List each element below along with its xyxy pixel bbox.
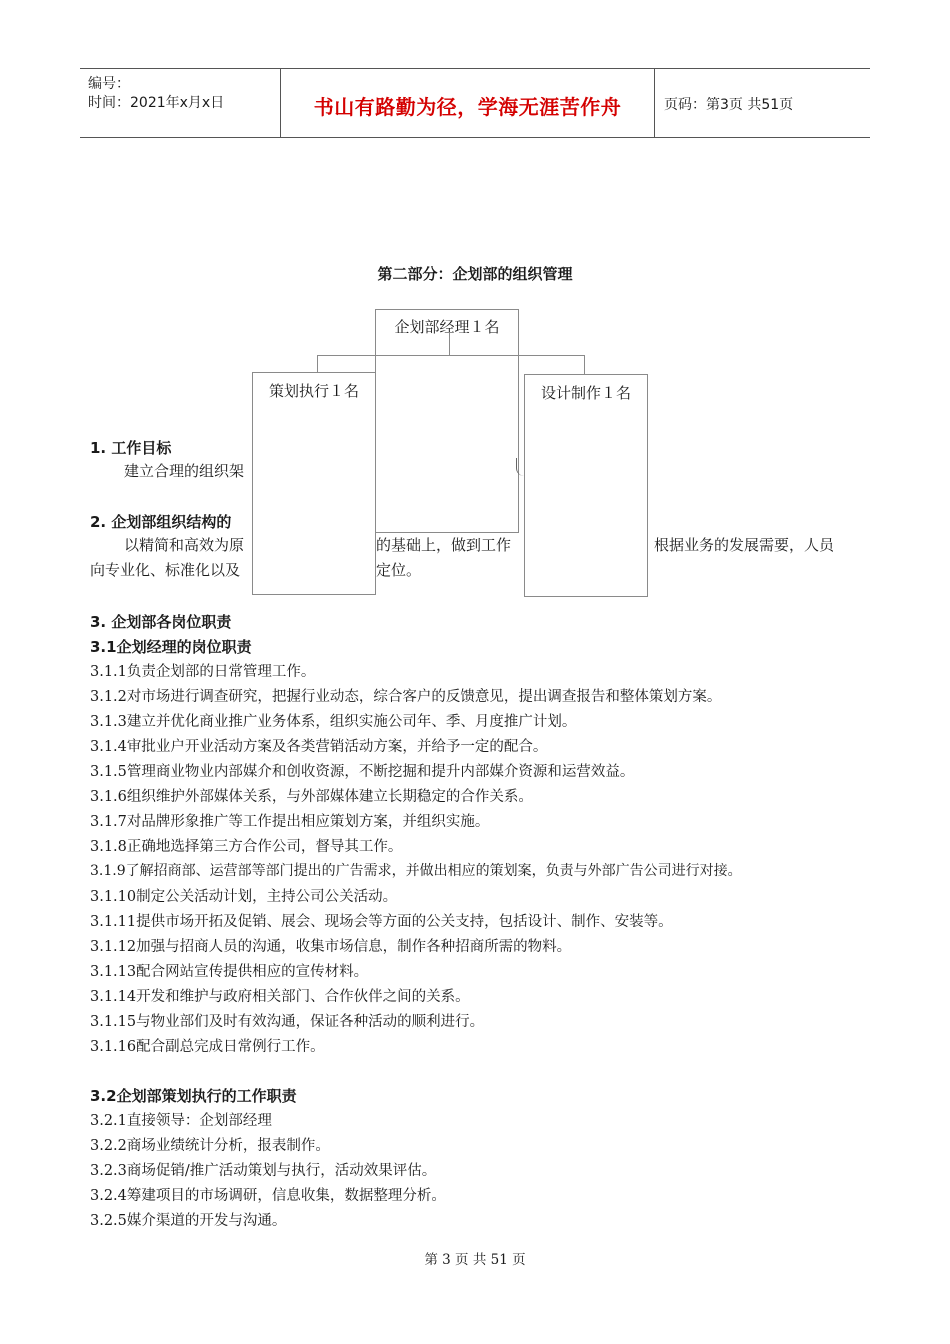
heading-1: 1. 工作目标: [90, 439, 172, 457]
connector-arc: [516, 458, 525, 476]
duty-item: 3.1.13配合网站宣传提供相应的宣传材料。: [90, 964, 369, 980]
duty-item: 3.1.15与物业部们及时有效沟通，保证各种活动的顺利进行。: [90, 1014, 485, 1030]
header-page-cell: [654, 69, 870, 137]
header-meta-cell: [80, 69, 280, 137]
duty-item: 3.2.1直接领导：企划部经理: [90, 1113, 272, 1129]
heading-3-2: 3.2企划部策划执行的工作职责: [90, 1087, 297, 1105]
section-2-text-c: 根据业务的发展需要，人员: [654, 536, 835, 554]
section-2-text-a: 以精简和高效为原: [124, 536, 245, 554]
heading-3-1: 3.1企划经理的岗位职责: [90, 638, 252, 656]
duty-item: 3.1.6组织维护外部媒体关系，与外部媒体建立长期稳定的合作关系。: [90, 789, 533, 805]
section-2-line2-b: 定位。: [376, 561, 422, 579]
duty-item: 3.1.10制定公关活动计划，主持公司公关活动。: [90, 889, 398, 905]
org-connector: [449, 333, 450, 355]
org-box-planner: [252, 372, 376, 595]
page-info: 页码：第3页 共51页: [664, 97, 794, 113]
duty-item: 3.1.2对市场进行调查研究，把握行业动态，综合客户的反馈意见，提出调查报告和整体策划方案。: [90, 689, 722, 705]
section-2-line2-a: 向专业化、标准化以及: [90, 561, 241, 579]
duty-item: 3.2.5媒介渠道的开发与沟通。: [90, 1213, 287, 1229]
header-motto-cell: [280, 69, 655, 137]
number-label: 编号：: [88, 76, 130, 92]
duty-item: 3.1.14开发和维护与政府相关部门、合作伙伴之间的关系。: [90, 989, 470, 1005]
motto: 书山有路勤为径，学海无涯苦作舟: [313, 95, 622, 119]
org-box-designer: [524, 374, 648, 597]
duty-item: 3.2.2商场业绩统计分析，报表制作。: [90, 1138, 330, 1154]
duty-item: 3.1.1负责企划部的日常管理工作。: [90, 664, 316, 680]
duty-item: 3.2.4筹建项目的市场调研，信息收集，数据整理分析。: [90, 1188, 446, 1204]
document-header: [80, 68, 870, 138]
duty-item: 3.2.3商场促销/推广活动策划与执行，活动效果评估。: [90, 1163, 437, 1179]
heading-3: 3. 企划部各岗位职责: [90, 613, 232, 631]
page-footer: 第 3 页 共 51 页: [424, 1252, 526, 1268]
section-title: 第二部分：企划部的组织管理: [377, 265, 573, 283]
duty-item: 3.1.9了解招商部、运营部等部门提出的广告需求，并做出相应的策划案，负责与外部广告公司进行对接。: [90, 863, 742, 879]
section-1-text: 建立合理的组织架: [124, 462, 245, 480]
duty-item: 3.1.7对品牌形象推广等工作提出相应策划方案，并组织实施。: [90, 814, 490, 830]
time-label: 时间：2021年x月x日: [88, 95, 225, 111]
duty-item: 3.1.12加强与招商人员的沟通，收集市场信息，制作各种招商所需的物料。: [90, 939, 572, 955]
org-connector: [317, 355, 584, 356]
heading-2: 2. 企划部组织结构的: [90, 513, 232, 531]
duty-item: 3.1.3建立并优化商业推广业务体系，组织实施公司年、季、月度推广计划。: [90, 714, 577, 730]
duty-item: 3.1.5管理商业物业内部媒介和创收资源，不断挖掘和提升内部媒介资源和运营效益。: [90, 764, 635, 780]
org-label-planner: 策划执行１名: [268, 382, 359, 400]
org-connector: [584, 355, 585, 374]
duty-item: 3.1.16配合副总完成日常例行工作。: [90, 1039, 325, 1055]
org-label-designer: 设计制作１名: [540, 384, 631, 402]
duty-item: 3.1.11提供市场开拓及促销、展会、现场会等方面的公关支持，包括设计、制作、安装等。: [90, 914, 673, 930]
org-box-manager: [375, 309, 519, 533]
org-connector: [317, 355, 318, 372]
section-2-text-b: 的基础上，做到工作: [376, 536, 512, 554]
duty-item: 3.1.8正确地选择第三方合作公司，督导其工作。: [90, 839, 403, 855]
duty-item: 3.1.4审批业户开业活动方案及各类营销活动方案，并给予一定的配合。: [90, 739, 548, 755]
org-label-manager: 企划部经理１名: [394, 318, 500, 336]
